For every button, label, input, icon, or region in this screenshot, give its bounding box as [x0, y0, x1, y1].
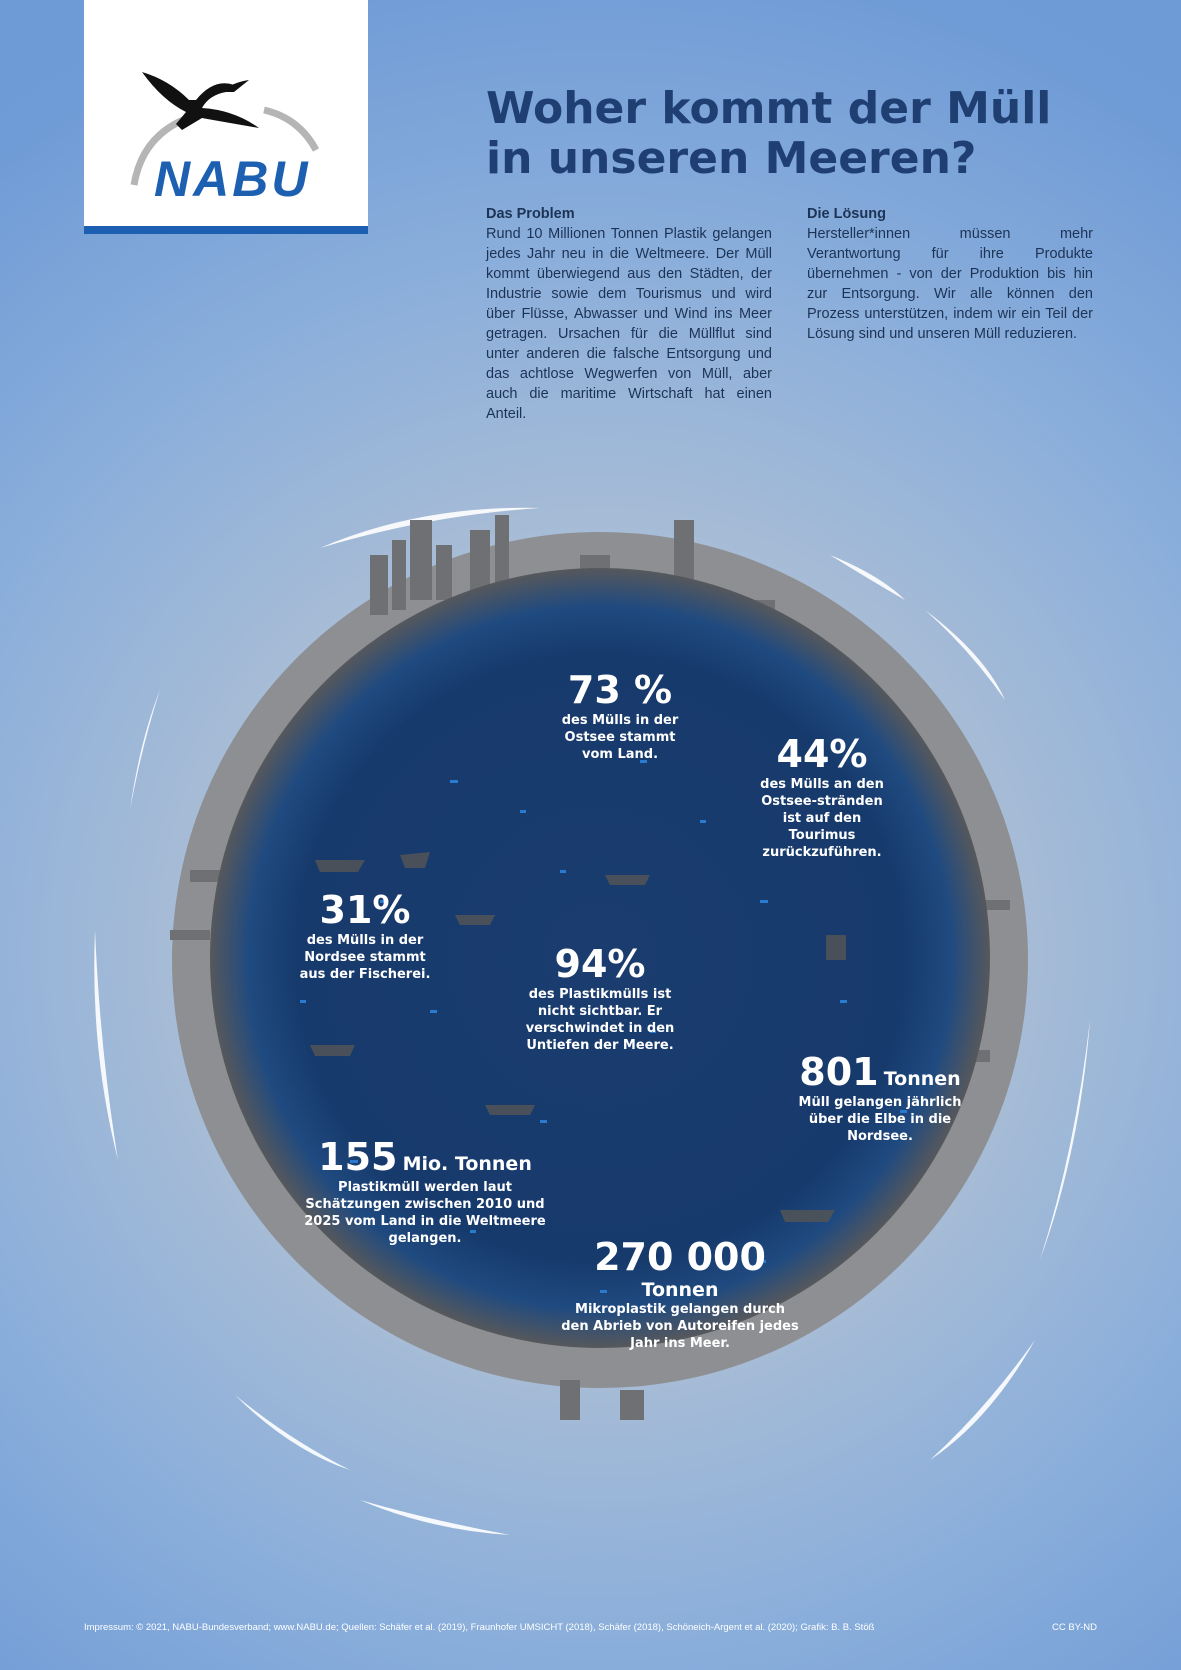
title-line-1: Woher kommt der Müll — [486, 83, 1052, 134]
stat-value: 44% — [776, 732, 868, 776]
stat-value: 31% — [319, 888, 411, 932]
stat-weltmeere — [300, 1135, 550, 1247]
stat-value: 270 000 — [594, 1235, 766, 1279]
stat-description: des Mülls in der Ostsee stammt vom Land. — [561, 713, 679, 762]
problem-text: Rund 10 Millionen Tonnen Plastik gelangen jedes Jahr neu in die Weltmeere. Der Müll kommt überwiegend aus den Städten, der Industrie sowie dem Tourismus und wird über Flüsse, Abwasser und Wind ins Meer getragen. Ursachen für die Müllflut sind unter anderen die falsche Entsorgung und das achtlose Wegwerfen von Müll, aber auch die maritime Wirtschaft hat einen Anteil. — [486, 226, 772, 422]
stat-elbe — [780, 1050, 980, 1145]
stat-description: des Mülls in der Nordsee stammt aus der Fischerei. — [299, 933, 431, 982]
stat-unit: Tonnen — [883, 1068, 961, 1090]
problem-section — [486, 204, 772, 424]
page-title — [486, 84, 1106, 184]
problem-heading: Das Problem — [486, 206, 575, 222]
solution-heading: Die Lösung — [807, 206, 886, 222]
nabu-logo — [84, 0, 368, 234]
stat-nordsee-fischerei — [295, 888, 435, 983]
stat-description: des Plastikmülls ist nicht sichtbar. Er verschwindet in den Untiefen der Meere. — [525, 987, 675, 1053]
stat-value: 801 — [799, 1050, 879, 1094]
stat-description: Plastikmüll werden laut Schätzungen zwischen 2010 und 2025 vom Land in die Weltmeere gelangen. — [304, 1180, 546, 1246]
solution-text: Hersteller*innen müssen mehr Verantwortung für ihre Produkte übernehmen - von der Produktion bis hin zur Entsorgung. Wir alle können den Prozess unterstützen, indem wir ein Teil der Lösung sind und unseren Müll reduzieren. — [807, 226, 1093, 342]
logo-wordmark: NABU — [154, 151, 311, 207]
license: CC BY-ND — [1051, 1622, 1097, 1633]
stat-unit: Mio. Tonnen — [402, 1153, 532, 1175]
solution-section — [807, 204, 1093, 344]
stat-unsichtbar — [525, 942, 675, 1054]
stat-description: des Mülls an den Ostsee-stränden ist auf den Tourimus zurückzuführen. — [760, 777, 884, 860]
stat-value: 94% — [554, 942, 646, 986]
stat-value: 155 — [318, 1135, 398, 1179]
stat-description: Mikroplastik gelangen durch den Abrieb von Autoreifen jedes Jahr ins Meer. — [561, 1302, 799, 1351]
stat-ostsee-land — [550, 668, 690, 763]
stat-unit: Tonnen — [641, 1279, 719, 1301]
stat-description: Müll gelangen jährlich über die Elbe in die Nordsee. — [798, 1095, 962, 1144]
stat-ostsee-tourismus — [757, 732, 887, 861]
impressum: Impressum: © 2021, NABU-Bundesverband; www.NABU.de; Quellen: Schäfer et al. (2019), Fraunhofer UMSICHT (2018), Schäfer (2018), Schöneich-Argent et al. (2020); Grafik: B. B. Stöß — [84, 1622, 875, 1633]
stat-mikroplastik — [560, 1235, 800, 1352]
title-line-2: in unseren Meeren? — [486, 133, 977, 184]
stat-value: 73 % — [567, 668, 673, 712]
